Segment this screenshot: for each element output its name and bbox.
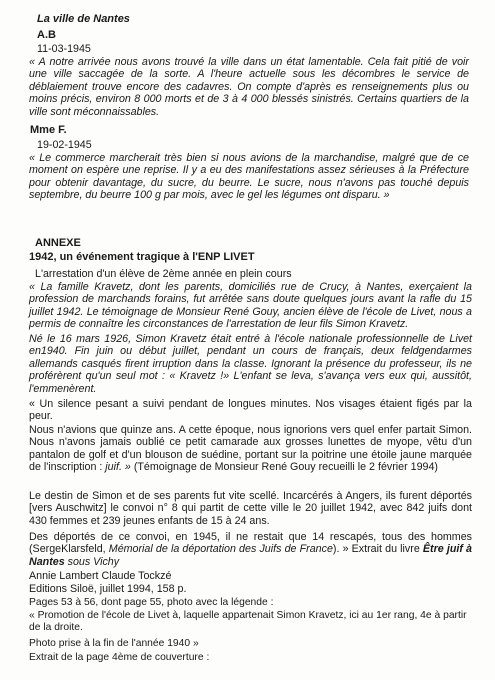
photo-date: Photo prise à la fin de l'année 1940 » [29,638,199,649]
letter-author: A.B [37,29,56,41]
kravetz-quote: « La famille Kravetz, dont les parents, domiciliés rue de Crucy, à Nantes, exerçaient la profession de marchands forains, fut arrêtée sans doute quelques jours avant la rafle du 15 juillet 1942. Le témoignage de Monsieur René Gouy, ancien élève de l'école de Livet, nous a permis de connaître les circonstances de l'arrestation de leur fils Simon Kravetz. [29,281,472,331]
witness-paragraph: « Un silence pesant a suivi pendant de longues minutes. Nos visages étaient figés par la peur. [29,398,472,423]
letter-text: « A notre arrivée nous avons trouvé la ville dans un état lamentable. Cela fait pitié de voir une ville saccagée de la sorte. A l'heure actuelle sous les décombres le service de déblaiement trouve encore des cadavres. On compte d'après es renseignements plus ou moins précis, environ 8 000 morts et de 3 à 4 000 blessés sinistrés. Certains quartiers de la ville sont méconnaissables. [29,56,469,118]
survivors-text: Des déportés de ce convoi, en 1945, il ne restait que 14 rescapés, tous des hommes (SergeKlarsfeld, [29,531,472,556]
book-authors: Annie Lambert Claude Tockzé [29,570,172,582]
kravetz-biography: Né le 16 mars 1926, Simon Kravetz était entré à l'école nationale professionnelle de Livet en1940. Fin juin ou début juillet, pendant un cours de français, deux feldgendarmes allemands casqués firent irruption dans la classe. Ignorant la présence du professeur, ils ne proférèrent qu'un seul mot : « Kravetz !» L'enfant se leva, s'avança vers eux qui, aussitôt, l'emmenèrent. [29,333,472,395]
annexe-heading: ANNEXE [35,237,81,249]
memorial-title: Mémorial de la déportation des Juifs de France [108,543,333,556]
book-pages: Pages 53 à 56, dont page 55, photo avec la légende : [29,597,274,608]
annexe-intro: L'arrestation d'un élève de 2ème année en plein cours [35,268,292,280]
witness-text: juif. » [105,461,131,474]
letter-text: « Le commerce marcherait très bien si nous avions de la marchandise, malgré que de ce moment on espère une reprise. Il y a eu des manifestations assez sérieuses à la Préfecture pour obtenir davantage, du sucre, du beurre. Le sucre, nous n'avons pas touché depuis septembre, du beurre 100 g par mois, avec le gel les légumes ont disparu. » [29,152,469,202]
letter-date: 19-02-1945 [37,139,92,151]
survivors-text: ). » Extrait du livre [332,543,423,556]
book-edition: Editions Siloë, juillet 1994, 158 p. [29,583,187,595]
survivors-paragraph [29,531,472,568]
photo-caption: « Promotion de l'école de Livet à, laquelle appartenait Simon Kravetz, ici au 1er rang, 4e à partir de la droite. [29,610,467,633]
page-title: La ville de Nantes [37,13,130,25]
annexe-subheading: 1942, un événement tragique à l'ENP LIVET [29,251,255,263]
witness-paragraph [29,424,472,474]
book-title: Être juif à Nantes [29,543,472,568]
cover-extract-label: Extrait de la page 4ème de couverture : [29,652,210,663]
book-title-rest: sous Vichy [64,555,120,568]
letter-author: Mme F. [30,124,67,136]
witness-text: Nous n'avions que quinze ans. A cette époque, nous ignorions vers quel enfer partait Simon. Nous n'avons jamais oublié ce petit camarade aux grosses lunettes de myope, vêtu d'un pantalon de golf et d'un blouson de suédine, portant sur la poitrine une étoile jaune marquée de l'inscription : [29,424,472,474]
letter-date: 11-03-1945 [37,43,91,55]
witness-source: (Témoignage de Monsieur René Gouy recueilli le 2 février 1994) [130,461,438,474]
deportation-paragraph: Le destin de Simon et de ses parents fut vite scellé. Incarcérés à Angers, ils furent déportés [vers Auschwitz] le convoi n° 8 qui partit de cette ville le 20 juillet 1942, avec 842 juifs dont 430 femmes et 239 jeunes enfants de 15 à 24 ans. [29,490,472,527]
